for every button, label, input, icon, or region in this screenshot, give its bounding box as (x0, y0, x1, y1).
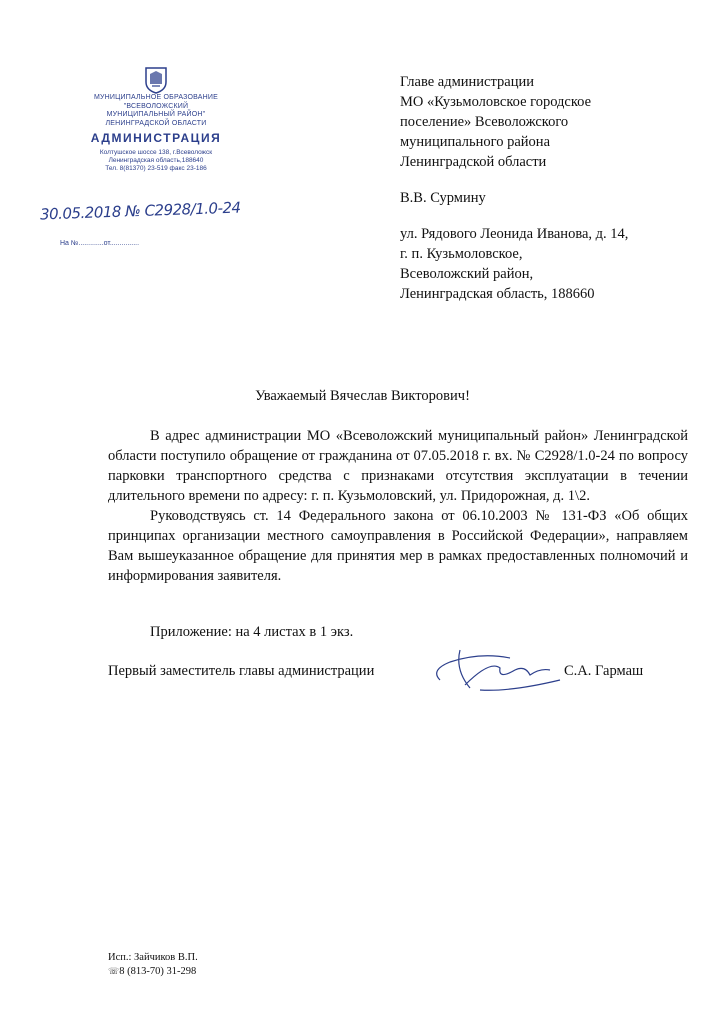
addressee-block (400, 72, 700, 304)
letterhead-line-4: ЛЕНИНГРАДСКОЙ ОБЛАСТИ (105, 119, 207, 127)
executor-name: Исп.: Зайчиков В.П. (108, 952, 198, 963)
signatory-title: Первый заместитель главы администрации (108, 663, 375, 679)
registration-date-number: 30.05.2018 № С2928/1.0-24 (39, 198, 241, 224)
addressee-address-3: Всеволожский район, (400, 266, 534, 282)
addressee-line-1: Главе администрации (400, 74, 534, 90)
letterhead-line-1: МУНИЦИПАЛЬНОЕ ОБРАЗОВАНИЕ (93, 94, 218, 101)
executor-phone: 8 (813-70) 31-298 (119, 966, 197, 977)
body-paragraph-1: В адрес администрации МО «Всеволожский муниципальный район» Ленинградской области поступило обращение от гражданина от 07.05.2018 г. вх. № С2928/1.0-24 по вопросу парковки транспортного средства с признаками отсутствия эксплуатации в течении длительного времени по адресу: г. п. Кузьмоловский, ул. Придорожная, д. 1\2. (108, 428, 688, 504)
executor-phone-line (108, 965, 198, 979)
signatory-name: С.А. Гармаш (564, 663, 644, 679)
letterhead-admin: АДМИНИСТРАЦИЯ (90, 131, 222, 145)
coat-of-arms-icon (144, 66, 168, 94)
body-paragraph-2: Руководствуясь ст. 14 Федерального закона от 06.10.2003 № 131-ФЗ «Об общих принципах организации местного самоуправления в Российской Федерации», направляем Вам вышеуказанное обращение для принятия мер в рамках предоставленных полномочий и информирования заявителя. (108, 508, 688, 584)
handwritten-signature (420, 640, 580, 700)
letter-body (108, 426, 688, 586)
salutation: Уважаемый Вячеслав Викторович! (255, 388, 470, 404)
addressee-address-1: ул. Рядового Леонида Иванова, д. 14, (400, 226, 629, 242)
addressee-line-2: МО «Кузьмоловское городское (400, 94, 592, 110)
addressee-name: В.В. Сурмину (400, 190, 486, 206)
letterhead-line-2: "ВСЕВОЛОЖСКИЙ (123, 102, 189, 110)
appendix-note: Приложение: на 4 листах в 1 экз. (150, 624, 354, 640)
letterhead-line-3: МУНИЦИПАЛЬНЫЙ РАЙОН" (106, 111, 206, 118)
footer-executor (108, 951, 198, 979)
letterhead-address-1: Колтушское шоссе 138, г.Всеволожск (99, 149, 213, 156)
addressee-address-2: г. п. Кузьмоловское, (400, 246, 523, 262)
addressee-line-5: Ленинградской области (400, 154, 547, 170)
addressee-line-3: поселение» Всеволожского (400, 114, 569, 130)
reference-line: На №.............от............... (60, 240, 140, 247)
addressee-line-4: муниципального района (400, 134, 550, 150)
letterhead-stamp (39, 66, 241, 247)
telephone-icon: ☏ (108, 967, 120, 977)
addressee-address-4: Ленинградская область, 188660 (400, 286, 595, 302)
letterhead-address-3: Тел. 8(81370) 23-519 факс 23-186 (105, 165, 207, 172)
letterhead-address-2: Ленинградская область,188640 (108, 157, 204, 164)
